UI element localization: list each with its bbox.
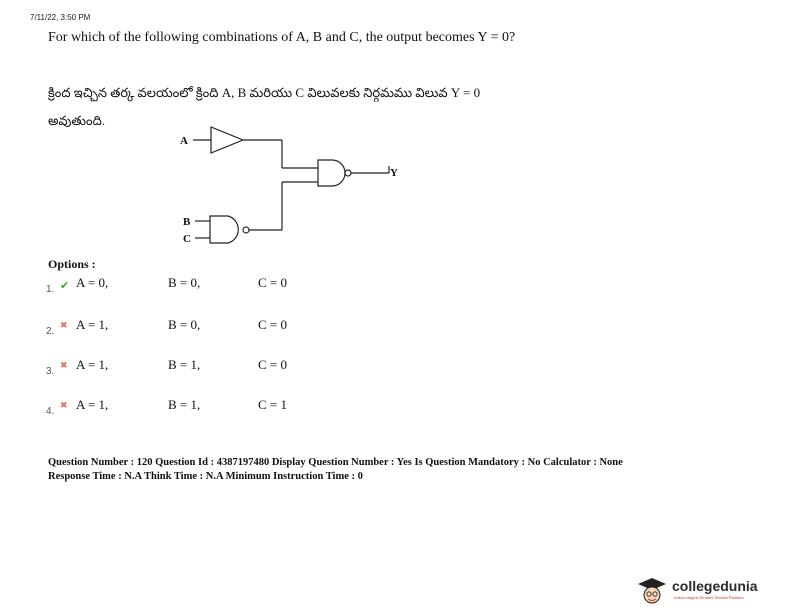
option-value-b: B = 1, [168, 357, 201, 372]
option-value-c: C = 0 [258, 317, 288, 332]
option-value-c: C = 0 [258, 275, 288, 290]
label-c: C [183, 233, 191, 245]
option-3[interactable] [0, 357, 792, 381]
option-number: 1. [46, 284, 55, 295]
brand-tagline: India's largest Student Review Platform [674, 595, 744, 600]
option-value-a: A = 1, [76, 397, 109, 412]
question-text-telugu: క్రింద ఇచ్చిన తర్క వలయంలో క్రింది A, B మరియు C విలువలకు నిర్గమము విలువ Y = 0 [48, 85, 481, 100]
timestamp: 7/11/22, 3:50 PM [30, 13, 91, 22]
wrong-cross-icon: ✖ [60, 401, 68, 411]
option-value-c: C = 1 [258, 397, 288, 412]
nand-gate [210, 216, 238, 243]
label-y: Y [390, 167, 398, 179]
option-value-c: C = 0 [258, 357, 288, 372]
wrong-cross-icon: ✖ [60, 361, 68, 371]
question-text-telugu-continued: అవుతుంది. [48, 113, 106, 128]
question-text-english: For which of the following combinations of A, B and C, the output becomes Y = 0? [48, 30, 516, 45]
logic-circuit-diagram [170, 120, 420, 250]
buffer-gate-a [211, 127, 243, 153]
option-value-a: A = 1, [76, 317, 109, 332]
wrong-cross-icon: ✖ [60, 321, 68, 331]
options-heading: Options : [48, 257, 96, 271]
option-number: 3. [46, 366, 55, 377]
question-meta-line1: Question Number : 120 Question Id : 4387197480 Display Question Number : Yes Is Question Mandatory : No Calculator : None [48, 457, 623, 468]
option-value-b: B = 0, [168, 275, 201, 290]
option-4[interactable] [0, 397, 792, 421]
option-value-a: A = 0, [76, 275, 109, 290]
option-number: 4. [46, 406, 55, 417]
and-gate-bubble [345, 170, 351, 176]
option-value-b: B = 0, [168, 317, 201, 332]
brand-name: collegedunia [672, 578, 758, 594]
nand-gate-bubble [243, 227, 249, 233]
option-number: 2. [46, 326, 55, 337]
collegedunia-logo [634, 576, 784, 606]
option-value-b: B = 1, [168, 397, 201, 412]
option-value-a: A = 1, [76, 357, 109, 372]
label-a: A [180, 135, 188, 147]
correct-check-icon: ✔ [60, 279, 70, 292]
option-1[interactable] [0, 275, 792, 299]
and-gate [318, 160, 345, 186]
graduate-mascot-icon [634, 576, 670, 606]
question-meta-line2: Response Time : N.A Think Time : N.A Minimum Instruction Time : 0 [48, 471, 363, 482]
label-b: B [183, 216, 191, 228]
option-2[interactable] [0, 317, 792, 341]
